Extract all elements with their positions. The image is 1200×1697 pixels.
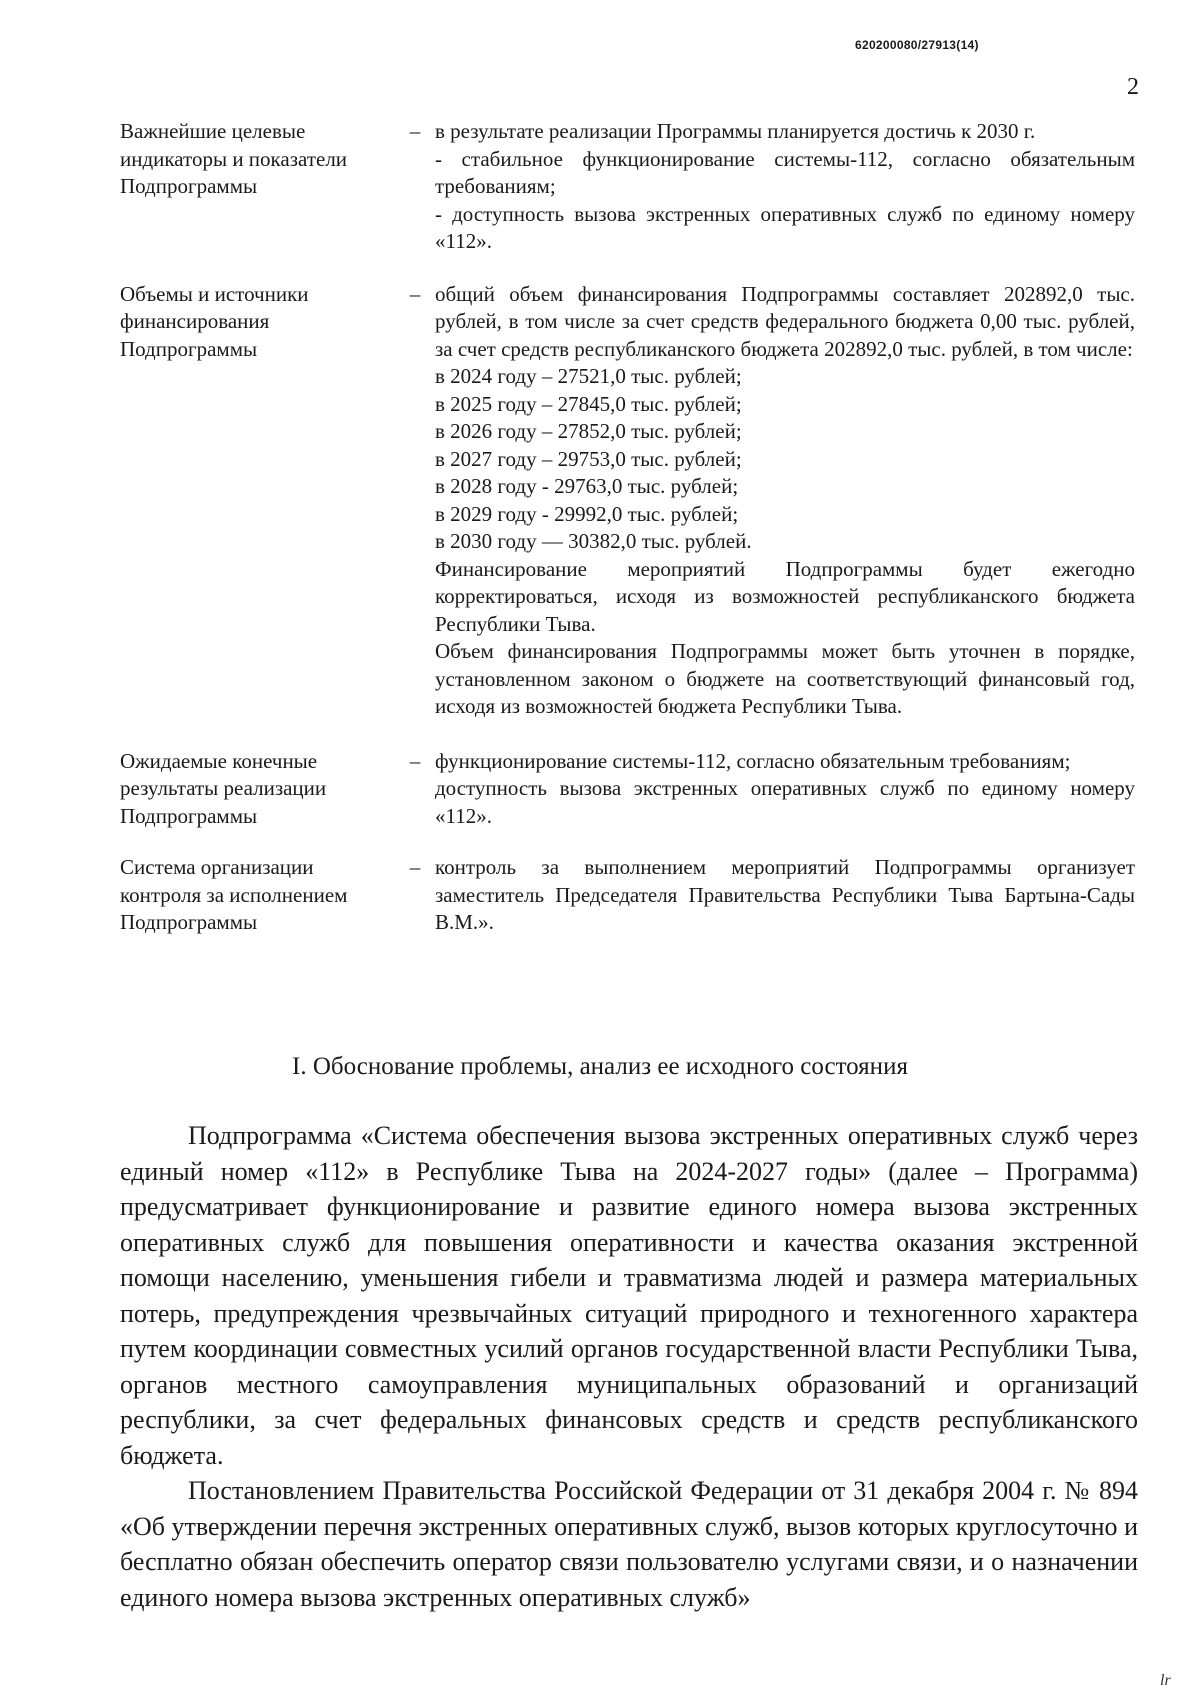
section-heading: I. Обоснование проблемы, анализ ее исходного состояния	[292, 1053, 908, 1080]
passport-dash: –	[409, 855, 421, 879]
funding-year-line: в 2024 году – 27521,0 тыс. рублей;	[435, 364, 742, 388]
passport-row-label: Ожидаемые конечные результаты реализации Подпрограммы	[120, 748, 327, 828]
value-paragraph: доступность вызова экстренных оперативных служб по единому номеру «112».	[435, 776, 1135, 828]
funding-year-line: в 2030 году — 30382,0 тыс. рублей.	[435, 529, 752, 553]
passport-row-value	[435, 854, 1135, 937]
passport-row-label: Система организации контроля за исполнением Подпрограммы	[120, 855, 348, 934]
value-paragraph: Объем финансирования Подпрограммы может быть уточнен в порядке, установленном законом о бюджете на соответствующий финансовый год, исходя из возможностей бюджета Республики Тыва.	[435, 639, 1135, 718]
passport-dash: –	[409, 748, 421, 773]
passport-row-indicators	[120, 118, 1135, 256]
value-paragraph: Финансирование мероприятий Подпрограммы будет ежегодно корректироваться, исходя из возможностей республиканского бюджета Республики Тыва.	[435, 556, 1135, 636]
value-paragraph: в результате реализации Программы планируется достичь к 2030 г.	[435, 119, 1036, 143]
passport-row-value	[435, 281, 1135, 721]
value-paragraph: контроль за выполнением мероприятий Подпрограммы организует заместитель Председателя Правительства Республики Тыва Бартына-Сады В.М.».	[435, 855, 1135, 934]
funding-year-line: в 2027 году – 29753,0 тыс. рублей;	[435, 446, 742, 471]
passport-dash: –	[409, 119, 421, 143]
passport-row-financing	[120, 281, 1135, 721]
passport-row-label: Объемы и источники финансирования Подпрограммы	[120, 281, 309, 361]
value-paragraph: функционирование системы-112, согласно обязательным требованиям;	[435, 748, 1071, 773]
body-paragraph: Подпрограмма «Система обеспечения вызова экстренных оперативных служб через единый номер «112» в Республике Тыва на 2024-2027 годы» (далее – Программа) предусматривает функционирование и развитие единого номера вызова экстренных оперативных служб для повышения оперативности и качества оказания экстренной помощи населению, уменьшения гибели и травматизма людей и размера материальных потерь, предупреждения чрезвычайных ситуаций природного и техногенного характера путем координации совместных усилий органов государственной власти Республики Тыва, органов местного самоуправления муниципальных образований и организаций республики, за счет федеральных финансовых средств и средств республиканского бюджета.	[120, 1121, 1138, 1470]
margin-handwritten-mark: lr	[1160, 1672, 1171, 1689]
passport-row-control	[120, 854, 1135, 937]
passport-table	[120, 118, 1135, 937]
body-paragraph: Постановлением Правительства Российской Федерации от 31 декабря 2004 г. № 894 «Об утверждении перечня экстренных оперативных служб, вызов которых круглосуточно и бесплатно обязан обеспечить оператор связи пользователю услугами связи, и о назначении единого номера вызова экстренных оперативных служб»	[120, 1476, 1138, 1612]
passport-dash: –	[409, 281, 421, 306]
funding-year-line: в 2029 году - 29992,0 тыс. рублей;	[435, 501, 739, 526]
passport-row-value	[435, 118, 1135, 256]
passport-row-value	[435, 748, 1135, 831]
funding-year-line: в 2028 году - 29763,0 тыс. рублей;	[435, 474, 739, 498]
passport-row-results	[120, 748, 1135, 831]
body-text	[120, 1118, 1138, 1615]
passport-row-label: Важнейшие целевые индикаторы и показатели Подпрограммы	[120, 119, 348, 198]
value-paragraph: - стабильное функционирование системы-112, согласно обязательным требованиям;	[435, 146, 1135, 198]
page-number: 2	[1127, 74, 1139, 100]
value-paragraph: - доступность вызова экстренных оперативных служб по единому номеру «112».	[435, 201, 1135, 253]
funding-year-line: в 2025 году – 27845,0 тыс. рублей;	[435, 391, 742, 416]
document-code: 620200080/27913(14)	[855, 38, 979, 52]
value-paragraph: общий объем финансирования Подпрограммы составляет 202892,0 тыс. рублей, в том числе за счет средств федерального бюджета 0,00 тыс. рублей, за счет средств республиканского бюджета 202892,0 тыс. рублей, в том числе:	[435, 281, 1135, 361]
funding-year-line: в 2026 году – 27852,0 тыс. рублей;	[435, 419, 742, 443]
